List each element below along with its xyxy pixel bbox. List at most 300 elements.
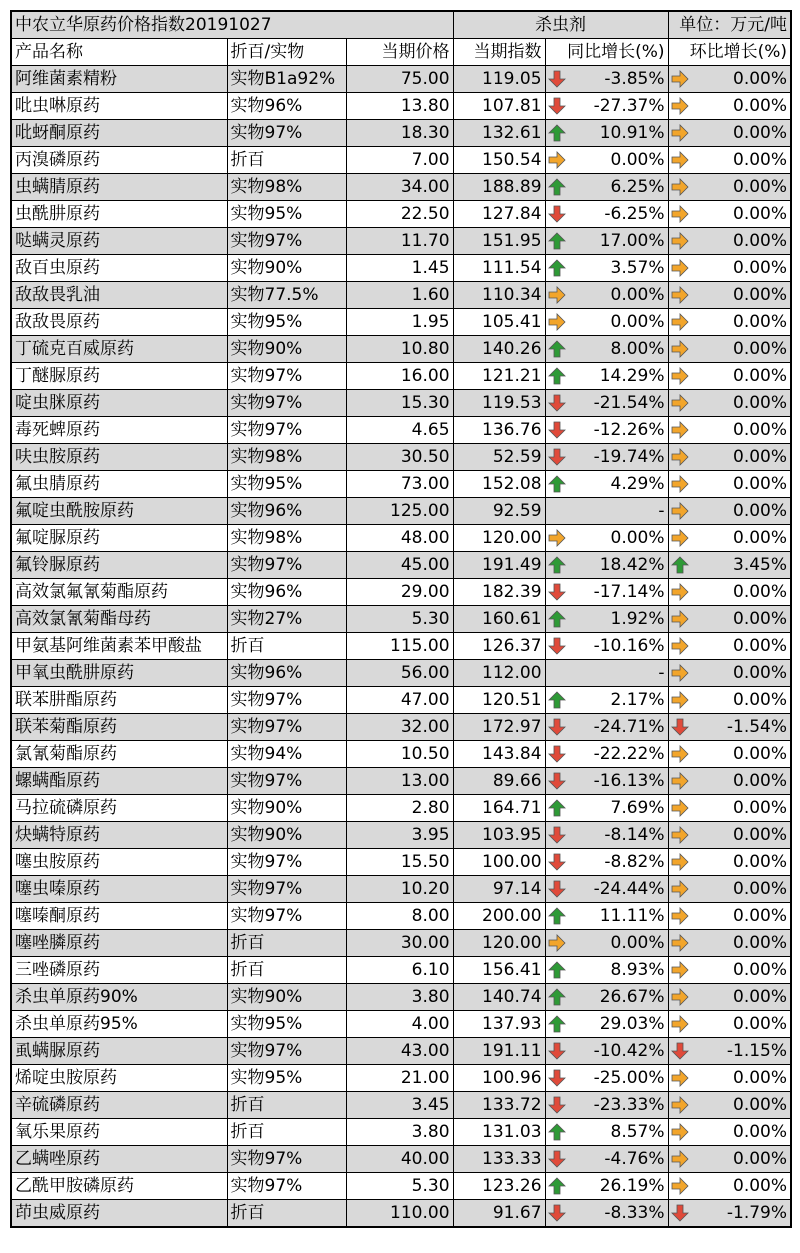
mom-cell <box>668 606 791 633</box>
arrow-right-icon-shape <box>672 827 688 843</box>
index-cell: 132.61 <box>453 120 545 147</box>
price-cell: 21.00 <box>346 1065 453 1092</box>
yoy-cell <box>545 849 668 876</box>
arrow-right-icon <box>671 286 689 304</box>
mom-cell <box>668 876 791 903</box>
price-cell: 15.30 <box>346 390 453 417</box>
arrow-right-icon-shape <box>672 368 688 384</box>
price-cell: 1.45 <box>346 255 453 282</box>
mom-cell <box>668 444 791 471</box>
table-row <box>11 579 791 606</box>
arrow-right-icon <box>671 610 689 628</box>
arrow-right-icon-shape <box>672 1124 688 1140</box>
yoy-cell-value: 17.00% <box>599 231 665 251</box>
arrow-down-icon <box>548 70 566 88</box>
yoy-cell-value: -4.76% <box>604 1149 665 1169</box>
arrow-right-icon-shape <box>672 1097 688 1113</box>
mom-cell-value: 0.00% <box>733 1149 788 1169</box>
price-cell: 8.00 <box>346 903 453 930</box>
yoy-cell-value: 8.57% <box>610 1122 665 1142</box>
arrow-right-icon-shape <box>672 854 688 870</box>
yoy-cell <box>545 687 668 714</box>
table-row <box>11 1038 791 1065</box>
mom-cell-value: 0.00% <box>733 663 788 683</box>
mom-cell <box>668 1011 791 1038</box>
index-cell: 136.76 <box>453 417 545 444</box>
arrow-right-icon <box>671 664 689 682</box>
sheet-title: 中农立华原药价格指数20191027 <box>11 11 453 39</box>
arrow-down-icon <box>548 97 566 115</box>
arrow-up-icon <box>548 1015 566 1033</box>
arrow-down-icon <box>671 1042 689 1060</box>
yoy-cell-value: -24.71% <box>593 717 665 737</box>
mom-cell-value: 0.00% <box>733 96 788 116</box>
yoy-cell <box>545 714 668 741</box>
arrow-down-icon-shape <box>549 1205 565 1221</box>
yoy-cell-value: 8.00% <box>610 339 665 359</box>
index-cell: 160.61 <box>453 606 545 633</box>
arrow-down-icon <box>548 421 566 439</box>
product-name-cell: 甲氧虫酰肼原药 <box>11 660 227 687</box>
spec-cell: 折百 <box>227 147 346 174</box>
mom-cell-value: 0.00% <box>733 339 788 359</box>
product-name-cell: 杀虫单原药95% <box>11 1011 227 1038</box>
arrow-down-icon <box>548 880 566 898</box>
mom-cell-value: 0.00% <box>733 528 788 548</box>
yoy-cell-value: -12.26% <box>593 420 665 440</box>
table-row <box>11 498 791 525</box>
arrow-right-icon <box>671 853 689 871</box>
table-row <box>11 552 791 579</box>
yoy-cell-value: 0.00% <box>610 150 665 170</box>
index-cell: 120.00 <box>453 525 545 552</box>
col-header-mom: 环比增长(%) <box>668 39 791 66</box>
arrow-down-icon <box>548 1204 566 1222</box>
spec-cell: 实物97% <box>227 903 346 930</box>
table-row <box>11 201 791 228</box>
arrow-right-icon-shape <box>672 395 688 411</box>
arrow-right-icon-shape <box>672 584 688 600</box>
product-name-cell: 联苯肼酯原药 <box>11 687 227 714</box>
mom-cell-value: 0.00% <box>733 123 788 143</box>
table-row <box>11 903 791 930</box>
arrow-down-icon-shape <box>549 206 565 222</box>
spec-cell: 实物97% <box>227 849 346 876</box>
arrow-right-icon <box>671 637 689 655</box>
yoy-cell-value: 8.93% <box>610 960 665 980</box>
mom-cell <box>668 120 791 147</box>
mom-cell-value: 0.00% <box>733 1068 788 1088</box>
table-row <box>11 930 791 957</box>
index-cell: 131.03 <box>453 1119 545 1146</box>
product-name-cell: 噻唑膦原药 <box>11 930 227 957</box>
arrow-right-icon <box>671 772 689 790</box>
yoy-cell <box>545 1146 668 1173</box>
index-cell: 97.14 <box>453 876 545 903</box>
arrow-right-icon <box>671 205 689 223</box>
table-row <box>11 93 791 120</box>
table-row <box>11 1173 791 1200</box>
index-cell: 164.71 <box>453 795 545 822</box>
product-name-cell: 噻嗪酮原药 <box>11 903 227 930</box>
index-cell: 126.37 <box>453 633 545 660</box>
index-cell: 105.41 <box>453 309 545 336</box>
index-cell: 89.66 <box>453 768 545 795</box>
arrow-up-icon-shape <box>549 908 565 924</box>
table-row <box>11 336 791 363</box>
index-cell: 188.89 <box>453 174 545 201</box>
spec-cell: 折百 <box>227 1200 346 1228</box>
product-name-cell: 乙螨唑原药 <box>11 1146 227 1173</box>
yoy-cell-value: -21.54% <box>593 393 665 413</box>
mom-cell <box>668 525 791 552</box>
yoy-cell-value: -16.13% <box>593 771 665 791</box>
arrow-up-icon-shape <box>549 260 565 276</box>
product-name-cell: 噻虫嗪原药 <box>11 876 227 903</box>
yoy-cell <box>545 633 668 660</box>
arrow-down-icon <box>548 853 566 871</box>
mom-cell-value: 0.00% <box>733 879 788 899</box>
arrow-down-icon <box>671 718 689 736</box>
spec-cell: 实物97% <box>227 120 346 147</box>
price-cell: 13.80 <box>346 93 453 120</box>
column-header-row <box>11 39 791 66</box>
yoy-cell <box>545 1200 668 1228</box>
mom-cell <box>668 1065 791 1092</box>
product-name-cell: 氯氰菊酯原药 <box>11 741 227 768</box>
mom-cell-value: 0.00% <box>733 69 788 89</box>
arrow-up-icon-shape <box>549 125 565 141</box>
arrow-down-icon <box>548 583 566 601</box>
table-row <box>11 633 791 660</box>
yoy-cell <box>545 201 668 228</box>
yoy-cell-value: 11.11% <box>599 906 665 926</box>
yoy-cell <box>545 930 668 957</box>
product-name-cell: 高效氯氟氰菊酯原药 <box>11 579 227 606</box>
mom-cell <box>668 201 791 228</box>
arrow-down-icon-shape <box>549 854 565 870</box>
arrow-right-icon-shape <box>672 98 688 114</box>
arrow-right-icon-shape <box>672 233 688 249</box>
arrow-right-icon <box>671 367 689 385</box>
spec-cell: 实物95% <box>227 471 346 498</box>
arrow-up-icon <box>548 961 566 979</box>
yoy-cell <box>545 1011 668 1038</box>
arrow-right-icon-shape <box>672 341 688 357</box>
arrow-down-icon <box>548 772 566 790</box>
index-cell: 100.00 <box>453 849 545 876</box>
product-name-cell: 阿维菌素精粉 <box>11 66 227 93</box>
index-cell: 140.74 <box>453 984 545 1011</box>
arrow-right-icon-shape <box>672 611 688 627</box>
yoy-cell <box>545 282 668 309</box>
yoy-cell-value: 14.29% <box>599 366 665 386</box>
yoy-cell-value: -27.37% <box>593 96 665 116</box>
index-cell: 140.26 <box>453 336 545 363</box>
index-cell: 133.72 <box>453 1092 545 1119</box>
yoy-cell-value: 4.29% <box>610 474 665 494</box>
arrow-right-icon-shape <box>549 935 565 951</box>
yoy-cell <box>545 552 668 579</box>
index-cell: 182.39 <box>453 579 545 606</box>
yoy-cell <box>545 1065 668 1092</box>
arrow-right-icon <box>671 394 689 412</box>
arrow-down-icon-shape <box>549 422 565 438</box>
price-cell: 10.80 <box>346 336 453 363</box>
product-name-cell: 丁醚脲原药 <box>11 363 227 390</box>
price-cell: 75.00 <box>346 66 453 93</box>
mom-cell <box>668 228 791 255</box>
arrow-right-icon-shape <box>672 449 688 465</box>
price-cell: 30.00 <box>346 930 453 957</box>
arrow-down-icon <box>548 637 566 655</box>
arrow-up-icon <box>548 259 566 277</box>
arrow-right-icon-shape <box>672 800 688 816</box>
arrow-down-icon-shape <box>549 98 565 114</box>
arrow-right-icon-shape <box>672 1178 688 1194</box>
index-cell: 200.00 <box>453 903 545 930</box>
arrow-right-icon <box>671 880 689 898</box>
arrow-right-icon-shape <box>672 1016 688 1032</box>
arrow-right-icon-shape <box>672 71 688 87</box>
arrow-right-icon <box>671 313 689 331</box>
arrow-down-icon-shape <box>549 746 565 762</box>
index-cell: 119.53 <box>453 390 545 417</box>
arrow-right-icon <box>671 1069 689 1087</box>
table-row <box>11 525 791 552</box>
yoy-cell <box>545 1038 668 1065</box>
arrow-up-icon-shape <box>549 800 565 816</box>
product-name-cell: 啶虫脒原药 <box>11 390 227 417</box>
table-row <box>11 444 791 471</box>
spec-cell: 实物97% <box>227 714 346 741</box>
mom-cell <box>668 282 791 309</box>
index-cell: 120.00 <box>453 930 545 957</box>
product-name-cell: 丁硫克百威原药 <box>11 336 227 363</box>
spec-cell: 实物97% <box>227 552 346 579</box>
price-cell: 110.00 <box>346 1200 453 1228</box>
arrow-up-icon <box>548 367 566 385</box>
spec-cell: 实物27% <box>227 606 346 633</box>
yoy-cell-value: -25.00% <box>593 1068 665 1088</box>
mom-cell-value: 0.00% <box>733 636 788 656</box>
title-row <box>11 11 791 39</box>
yoy-cell <box>545 957 668 984</box>
mom-cell-value: 0.00% <box>733 420 788 440</box>
arrow-down-icon-shape <box>549 1043 565 1059</box>
mom-cell-value: 0.00% <box>733 1014 788 1034</box>
product-name-cell: 杀虫单原药90% <box>11 984 227 1011</box>
table-row <box>11 228 791 255</box>
mom-cell-value: 0.00% <box>733 609 788 629</box>
yoy-cell-value: 10.91% <box>599 123 665 143</box>
arrow-right-icon-shape <box>672 773 688 789</box>
price-cell: 115.00 <box>346 633 453 660</box>
mom-cell-value: 0.00% <box>733 204 788 224</box>
mom-cell <box>668 498 791 525</box>
arrow-right-icon-shape <box>549 314 565 330</box>
unit-label: 单位：万元/吨 <box>668 11 791 39</box>
yoy-cell-value: 29.03% <box>599 1014 665 1034</box>
index-cell: 110.34 <box>453 282 545 309</box>
spec-cell: 实物95% <box>227 309 346 336</box>
product-name-cell: 氧乐果原药 <box>11 1119 227 1146</box>
arrow-down-icon-shape <box>549 71 565 87</box>
table-row <box>11 687 791 714</box>
arrow-right-icon <box>548 151 566 169</box>
price-cell: 73.00 <box>346 471 453 498</box>
arrow-right-icon <box>548 313 566 331</box>
spec-cell: 实物97% <box>227 417 346 444</box>
yoy-cell <box>545 66 668 93</box>
table-row <box>11 984 791 1011</box>
table-row <box>11 1092 791 1119</box>
arrow-right-icon <box>671 934 689 952</box>
spec-cell: 实物97% <box>227 1146 346 1173</box>
product-name-cell: 吡虫啉原药 <box>11 93 227 120</box>
product-name-cell: 敌敌畏原药 <box>11 309 227 336</box>
spec-cell: 实物97% <box>227 876 346 903</box>
price-cell: 11.70 <box>346 228 453 255</box>
mom-cell-value: 0.00% <box>733 825 788 845</box>
yoy-cell <box>545 741 668 768</box>
index-cell: 92.59 <box>453 498 545 525</box>
yoy-cell-value: 3.57% <box>610 258 665 278</box>
arrow-right-icon-shape <box>672 503 688 519</box>
yoy-cell <box>545 795 668 822</box>
mom-cell-value: 0.00% <box>733 474 788 494</box>
index-cell: 137.93 <box>453 1011 545 1038</box>
mom-cell <box>668 363 791 390</box>
yoy-cell-value: -10.16% <box>593 636 665 656</box>
arrow-down-icon <box>548 1150 566 1168</box>
col-header-price: 当期价格 <box>346 39 453 66</box>
mom-cell <box>668 741 791 768</box>
yoy-cell <box>545 228 668 255</box>
spec-cell: 实物96% <box>227 579 346 606</box>
mom-cell <box>668 1200 791 1228</box>
price-cell: 40.00 <box>346 1146 453 1173</box>
yoy-cell-value: -3.85% <box>604 69 665 89</box>
product-name-cell: 氟铃脲原药 <box>11 552 227 579</box>
mom-cell <box>668 795 791 822</box>
table-row <box>11 417 791 444</box>
yoy-cell-value: -17.14% <box>593 582 665 602</box>
index-cell: 127.84 <box>453 201 545 228</box>
index-cell: 152.08 <box>453 471 545 498</box>
arrow-down-icon <box>548 1096 566 1114</box>
spec-cell: 实物90% <box>227 795 346 822</box>
col-header-index: 当期指数 <box>453 39 545 66</box>
spec-cell: 折百 <box>227 930 346 957</box>
mom-cell <box>668 1092 791 1119</box>
arrow-right-icon <box>671 1150 689 1168</box>
table-row <box>11 741 791 768</box>
arrow-down-icon-shape <box>549 1097 565 1113</box>
mom-cell <box>668 660 791 687</box>
arrow-up-icon-shape <box>549 179 565 195</box>
arrow-up-icon <box>548 691 566 709</box>
arrow-up-icon-shape <box>549 233 565 249</box>
arrow-down-icon-shape <box>549 719 565 735</box>
yoy-cell <box>545 363 668 390</box>
arrow-right-icon-shape <box>672 1070 688 1086</box>
arrow-right-icon <box>671 502 689 520</box>
yoy-cell-value: 0.00% <box>610 933 665 953</box>
mom-cell-value: -1.15% <box>726 1041 788 1061</box>
spec-cell: 实物77.5% <box>227 282 346 309</box>
table-row <box>11 795 791 822</box>
arrow-up-icon <box>671 556 689 574</box>
product-name-cell: 高效氯氰菊酯母药 <box>11 606 227 633</box>
index-cell: 121.21 <box>453 363 545 390</box>
mom-cell <box>668 687 791 714</box>
spec-cell: 折百 <box>227 633 346 660</box>
mom-cell <box>668 390 791 417</box>
product-name-cell: 丙溴磷原药 <box>11 147 227 174</box>
arrow-down-icon <box>548 394 566 412</box>
mom-cell-value: 0.00% <box>733 987 788 1007</box>
mom-cell <box>668 984 791 1011</box>
yoy-cell <box>545 903 668 930</box>
mom-cell-value: 0.00% <box>733 177 788 197</box>
index-cell: 103.95 <box>453 822 545 849</box>
arrow-down-icon-shape <box>549 1151 565 1167</box>
arrow-down-icon <box>548 718 566 736</box>
arrow-up-icon-shape <box>549 692 565 708</box>
spec-cell: 实物B1a92% <box>227 66 346 93</box>
arrow-right-icon-shape <box>672 638 688 654</box>
price-cell: 45.00 <box>346 552 453 579</box>
yoy-cell-value: -22.22% <box>593 744 665 764</box>
arrow-right-icon-shape <box>672 422 688 438</box>
spec-cell: 实物96% <box>227 93 346 120</box>
yoy-cell-value: -10.42% <box>593 1041 665 1061</box>
yoy-cell <box>545 768 668 795</box>
index-cell: 91.67 <box>453 1200 545 1228</box>
arrow-right-icon-shape <box>672 152 688 168</box>
arrow-up-icon-shape <box>549 962 565 978</box>
mom-cell <box>668 255 791 282</box>
price-cell: 3.45 <box>346 1092 453 1119</box>
arrow-right-icon <box>671 691 689 709</box>
yoy-cell <box>545 390 668 417</box>
arrow-up-icon <box>548 178 566 196</box>
mom-cell-value: 0.00% <box>733 798 788 818</box>
arrow-right-icon-shape <box>672 260 688 276</box>
table-row <box>11 849 791 876</box>
arrow-right-icon <box>671 178 689 196</box>
price-cell: 18.30 <box>346 120 453 147</box>
price-cell: 34.00 <box>346 174 453 201</box>
index-cell: 150.54 <box>453 147 545 174</box>
yoy-cell <box>545 417 668 444</box>
table-row <box>11 174 791 201</box>
arrow-right-icon-shape <box>672 935 688 951</box>
index-cell: 191.49 <box>453 552 545 579</box>
arrow-down-icon-shape <box>549 827 565 843</box>
arrow-up-icon <box>548 610 566 628</box>
arrow-right-icon-shape <box>672 530 688 546</box>
arrow-up-icon-shape <box>549 1016 565 1032</box>
arrow-right-icon <box>671 988 689 1006</box>
mom-cell <box>668 849 791 876</box>
yoy-cell-value: -24.44% <box>593 879 665 899</box>
col-header-spec: 折百/实物 <box>227 39 346 66</box>
product-name-cell: 哒螨灵原药 <box>11 228 227 255</box>
table-row <box>11 1011 791 1038</box>
product-name-cell: 马拉硫磷原药 <box>11 795 227 822</box>
